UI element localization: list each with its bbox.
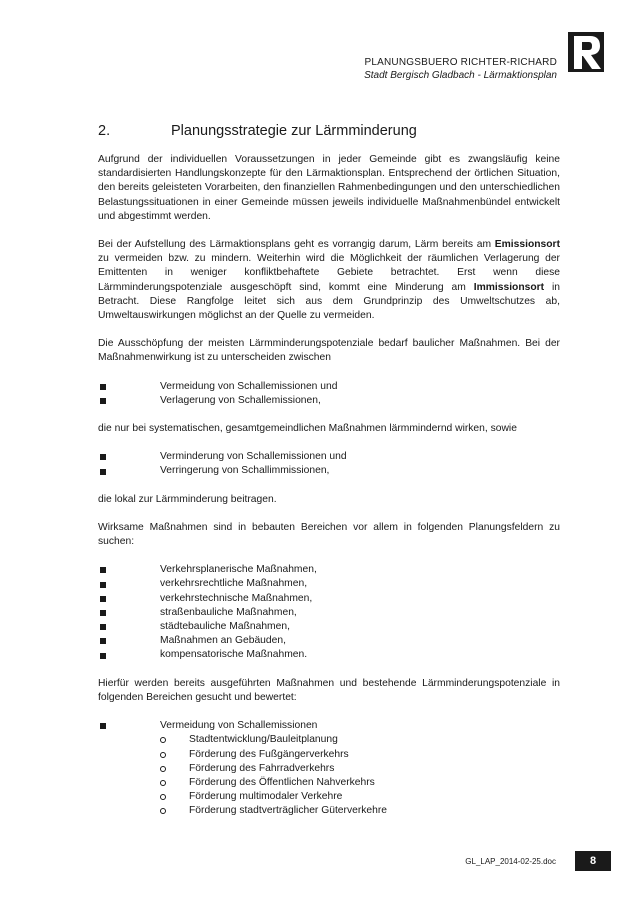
- list-item: [98, 450, 560, 464]
- list-item: [98, 563, 560, 577]
- list-item: [98, 394, 560, 408]
- chapter-title: Planungsstrategie zur Lärmminderung: [171, 123, 417, 139]
- immissionsort-term: Immissionsort: [473, 281, 545, 293]
- list-item-text: verkehrstechnische Maßnahmen,: [160, 592, 313, 604]
- list-avoidance: [98, 380, 560, 408]
- paragraph-text: Bei der Aufstellung des Lärmaktionsplans geht es vorrangig darum, Lärm bereits am: [98, 239, 495, 251]
- list-item-text: Vermeidung von Schallemissionen und: [160, 380, 338, 392]
- sublist-item: [160, 804, 560, 818]
- square-bullet-icon: [100, 723, 106, 729]
- square-bullet-icon: [100, 638, 106, 644]
- chapter-heading: [98, 122, 560, 140]
- list-item: [98, 620, 560, 634]
- paragraph-text: zu vermeiden bzw. zu mindern. Weiterhin wird die Möglichkeit der räumlichen Verlagerung der Emittenten in weniger konfliktbehaftete Gebiete betrachtet. Erst wenn diese Lärmminderungspotenziale ausgeschöpft sind, kommt eine Minderung am: [98, 253, 560, 293]
- page-number: 8: [575, 851, 611, 871]
- circle-bullet-icon: [160, 794, 166, 800]
- list-item: [98, 464, 560, 478]
- list-item: [98, 606, 560, 620]
- list-item-text: straßenbauliche Maßnahmen,: [160, 606, 297, 618]
- paragraph-measures: Die Ausschöpfung der meisten Lärmminderungspotenziale bedarf baulicher Maßnahmen. Bei der Maßnahmenwirkung ist zu unterscheiden zwischen: [98, 338, 560, 364]
- list-areas: [98, 719, 560, 733]
- paragraph-emission: [98, 238, 560, 323]
- page-header: [364, 56, 557, 82]
- list-item-text: Vermeidung von Schallemissionen: [160, 720, 318, 732]
- sublist-item: [160, 776, 560, 790]
- paragraph-fields: Wirksame Maßnahmen sind in bebauten Bereichen vor allem in folgenden Planungsfeldern zu suchen:: [98, 521, 560, 548]
- header-org: PLANUNGSBUERO RICHTER-RICHARD: [364, 57, 557, 68]
- paragraph-local: die lokal zur Lärmminderung beitragen.: [98, 493, 277, 505]
- paragraph-text: in Betracht. Diese Rangfolge leitet sich aus dem Grundprinzip des Umweltschutzes ab, Umweltauswirkungen möglichst an der Quelle zu vermeiden.: [98, 281, 560, 322]
- list-item: [98, 592, 560, 606]
- paragraph-systematic: die nur bei systematischen, gesamtgemeindlichen Maßnahmen lärmmindernd wirken, sowie: [98, 423, 517, 435]
- paragraph-intro: Aufgrund der individuellen Voraussetzungen in jeder Gemeinde gibt es zwangsläufig keine standardisierten Handlungskonzepte für den Lärmaktionsplan. Entsprechend der örtlichen Situation, den bereits geleisteten Vorarbeiten, den finanziellen Rahmenbedingungen und den unterschiedlichen Belastungssituationen in einer Gemeinde müssen jeweils individuelle Maßnahmenbündel entwickelt und abgestimmt werden.: [98, 154, 560, 222]
- sublist-areas: [98, 733, 560, 818]
- sublist-item: [160, 790, 560, 804]
- square-bullet-icon: [100, 454, 106, 460]
- circle-bullet-icon: [160, 780, 166, 786]
- list-item: [98, 380, 560, 394]
- list-item-text: städtebauliche Maßnahmen,: [160, 621, 290, 633]
- circle-bullet-icon: [160, 808, 166, 814]
- square-bullet-icon: [100, 582, 106, 588]
- header-subtitle: Stadt Bergisch Gladbach - Lärmaktionsplan: [364, 70, 557, 81]
- list-item: [98, 634, 560, 648]
- chapter-number: 2.: [98, 123, 111, 139]
- document-filename: GL_LAP_2014-02-25.doc: [465, 857, 556, 866]
- sublist-item-text: Förderung multimodaler Verkehre: [189, 791, 343, 803]
- document-body: [98, 122, 560, 819]
- list-item: [98, 577, 560, 591]
- square-bullet-icon: [100, 567, 106, 573]
- sublist-item-text: Förderung des Fahrradverkehrs: [189, 762, 335, 774]
- emissionsort-term: Emissionsort: [494, 239, 560, 251]
- sublist-item-text: Förderung stadtverträglicher Güterverkehre: [189, 805, 388, 817]
- list-item: [98, 719, 560, 733]
- square-bullet-icon: [100, 384, 106, 390]
- list-reduction: [98, 450, 560, 478]
- square-bullet-icon: [100, 610, 106, 616]
- sublist-item-text: Stadtentwicklung/Bauleitplanung: [189, 734, 338, 746]
- sublist-item-text: Förderung des Fußgängerverkehrs: [189, 748, 349, 760]
- company-logo: [568, 32, 604, 72]
- sublist-item: [160, 748, 560, 762]
- circle-bullet-icon: [160, 752, 166, 758]
- circle-bullet-icon: [160, 737, 166, 743]
- list-item-text: kompensatorische Maßnahmen.: [160, 649, 308, 661]
- list-item-text: Verlagerung von Schallemissionen,: [160, 394, 321, 406]
- circle-bullet-icon: [160, 766, 166, 772]
- sublist-item-text: Förderung des Öffentlichen Nahverkehrs: [189, 776, 375, 788]
- list-item-text: verkehrsrechtliche Maßnahmen,: [160, 578, 308, 590]
- square-bullet-icon: [100, 469, 106, 475]
- sublist-item: [160, 762, 560, 776]
- list-item-text: Verminderung von Schallemissionen und: [160, 451, 347, 463]
- square-bullet-icon: [100, 596, 106, 602]
- list-planning-fields: [98, 563, 560, 662]
- square-bullet-icon: [100, 653, 106, 659]
- list-item: [98, 648, 560, 662]
- list-item-text: Verringerung von Schallimmissionen,: [160, 465, 330, 477]
- list-item-text: Maßnahmen an Gebäuden,: [160, 635, 286, 647]
- sublist-item: [160, 733, 560, 747]
- square-bullet-icon: [100, 624, 106, 630]
- paragraph-evaluation: Hierfür werden bereits ausgeführten Maßnahmen und bestehende Lärmminderungspotenziale in folgenden Bereichen gesucht und bewertet:: [98, 677, 560, 703]
- square-bullet-icon: [100, 398, 106, 404]
- list-item-text: Verkehrsplanerische Maßnahmen,: [160, 564, 317, 576]
